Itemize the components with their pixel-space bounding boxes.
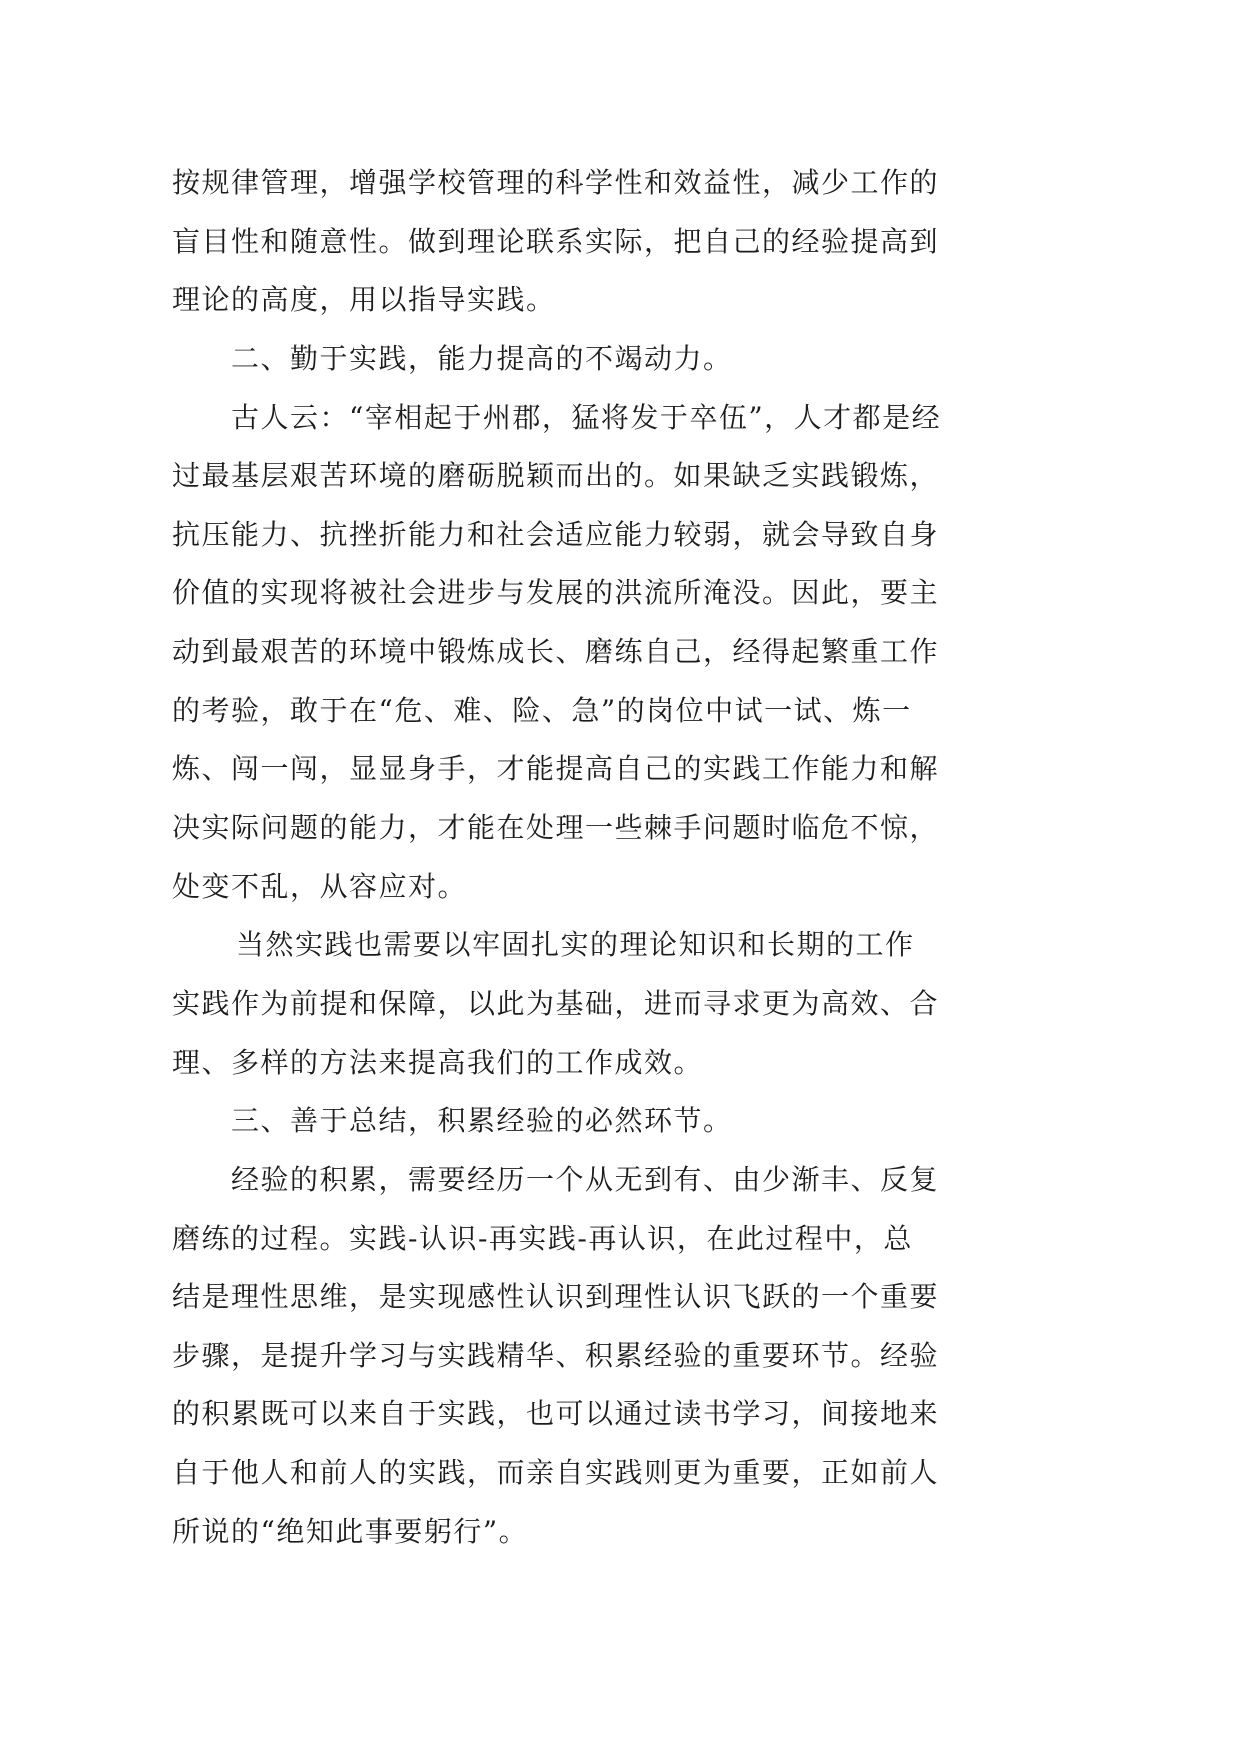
paragraph [172,389,1092,917]
paragraph-line: 当然实践也需要以牢固扎实的理论知识和长期的工作 [236,928,915,962]
paragraph-line: 按规律管理，增强学校管理的科学性和效益性，减少工作的 [172,166,940,199]
paragraph-line: 处变不乱，从容应对。 [172,869,468,903]
paragraph-line: 步骤，是提升学习与实践精华、积累经验的重要环节。经验 [172,1338,940,1372]
paragraph-line: 实践作为前提和保障，以此为基础，进而寻求更为高效、合 [172,986,940,1020]
paragraph-line: 盲目性和随意性。做到理论联系实际，把自己的经验提高到 [172,224,940,258]
paragraph-line: 磨练的过程。实践-认识-再实践-再认识，在此过程中，总 [172,1221,913,1255]
paragraph-line: 古人云：“宰相起于州郡，猛将发于卒伍”，人才都是经 [231,400,942,434]
paragraph-line: 炼、闯一闯，显显身手，才能提高自己的实践工作能力和解 [172,752,940,786]
paragraph-line: 价值的实现将被社会进步与发展的洪流所淹没。因此，要主 [172,576,940,610]
paragraph-line: 决实际问题的能力，才能在处理一些棘手问题时临危不惊， [172,811,940,845]
paragraph-line: 理、多样的方法来提高我们的工作成效。 [172,1045,704,1079]
section-heading [172,330,1092,389]
section-heading-line: 三、善于总结，积累经验的必然环节。 [231,1104,733,1138]
paragraph [172,1151,1092,1561]
paragraph-line: 抗压能力、抗挫折能力和社会适应能力较弱，就会导致自身 [172,517,940,551]
paragraph-line: 结是理性思维，是实现感性认识到理性认识飞跃的一个重要 [172,1280,940,1314]
paragraph-line: 自于他人和前人的实践，而亲自实践则更为重要，正如前人 [172,1456,940,1490]
section-heading-line: 二、勤于实践，能力提高的不竭动力。 [231,341,733,375]
section-heading [172,1092,1092,1151]
paragraph [172,916,1092,1092]
paragraph-line: 的积累既可以来自于实践，也可以通过读书学习，间接地来 [172,1397,940,1431]
paragraph-line: 经验的积累，需要经历一个从无到有、由少渐丰、反复 [231,1162,940,1196]
paragraph-line: 理论的高度，用以指导实践。 [172,283,556,317]
paragraph [172,154,1092,330]
paragraph-line: 过最基层艰苦环境的磨砺脱颖而出的。如果缺乏实践锻炼， [172,459,940,493]
paragraph-line: 的考验，敢于在“危、难、险、急”的岗位中试一试、炼一 [172,693,912,727]
paragraph-line: 所说的“绝知此事要躬行”。 [172,1514,529,1548]
document-body [172,154,1092,1561]
paragraph-line: 动到最艰苦的环境中锻炼成长、磨练自己，经得起繁重工作 [172,635,940,669]
